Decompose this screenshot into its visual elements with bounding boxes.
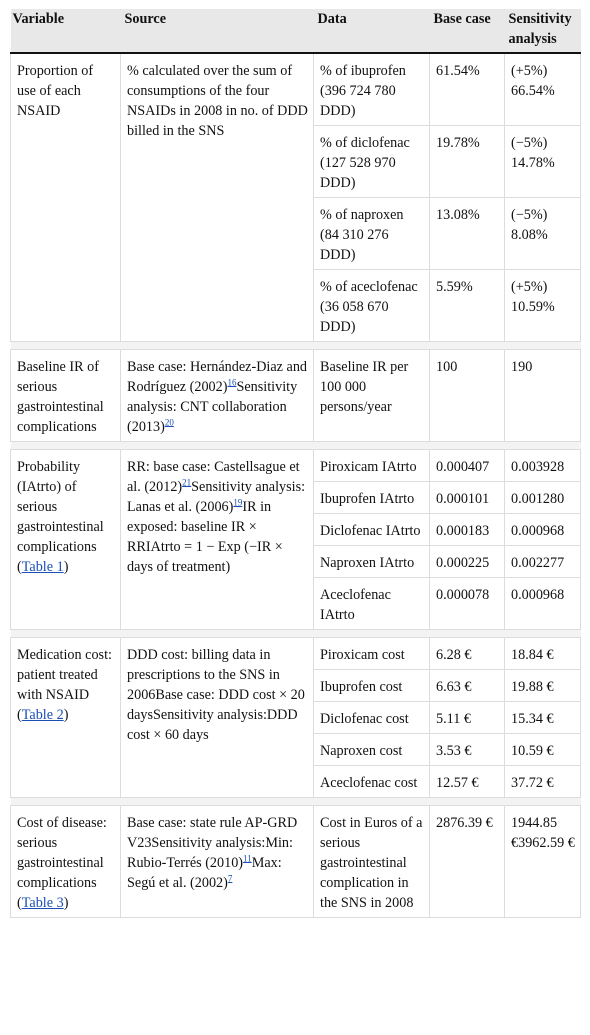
variable-text: ) — [63, 895, 69, 911]
table-1-link[interactable]: Table 1 — [21, 559, 64, 575]
data-cell: Ibuprofen IAtrto — [314, 482, 430, 514]
base-cell: 0.000183 — [430, 514, 505, 546]
variable-cell — [11, 450, 121, 630]
source-text: Base case: state rule AP-GRD V23Sensitivity analysis:Min: Rubio-Terrés (2010) — [127, 815, 298, 871]
source-cell: DDD cost: billing data in prescriptions to the SNS in 2006Base case: DDD cost × 20 daysSensitivity analysis:DDD cost × 60 days — [121, 638, 314, 798]
source-cell — [121, 450, 314, 630]
source-cell — [121, 350, 314, 442]
base-cell: 0.000407 — [430, 450, 505, 482]
header-variable: Variable — [11, 9, 121, 53]
variable-cell: Proportion of use of each NSAID — [11, 53, 121, 342]
data-cell: Piroxicam cost — [314, 638, 430, 670]
base-cell: 6.63 € — [430, 670, 505, 702]
base-cell: 100 — [430, 350, 505, 442]
table-row — [11, 53, 581, 126]
data-cell: Naproxen cost — [314, 734, 430, 766]
base-cell: 61.54% — [430, 53, 505, 126]
data-cell: % of naproxen (84 310 276 DDD) — [314, 198, 430, 270]
group-spacer — [11, 442, 581, 450]
sens-cell: (+5%) 66.54% — [505, 53, 581, 126]
reference-link[interactable]: 19 — [233, 497, 243, 508]
sens-cell: 0.002277 — [505, 546, 581, 578]
sens-cell: (+5%) 10.59% — [505, 270, 581, 342]
sens-cell: 1944.85 €3962.59 € — [505, 806, 581, 918]
table-row — [11, 638, 581, 670]
source-text: IR in exposed: baseline IR × RRIAtrto = 1 − Exp (−IR × days of treatment) — [127, 499, 283, 575]
reference-link[interactable]: 20 — [164, 417, 174, 428]
group-spacer — [11, 630, 581, 638]
source-text: Sensitivity analysis: Lanas et al. (2006) — [127, 479, 306, 515]
table-row — [11, 450, 581, 482]
data-cell: Baseline IR per 100 000 persons/year — [314, 350, 430, 442]
variable-text: Probability (IAtrto) of serious gastrointestinal complications ( — [17, 459, 104, 575]
base-cell: 3.53 € — [430, 734, 505, 766]
base-cell: 19.78% — [430, 126, 505, 198]
sens-cell: (−5%) 14.78% — [505, 126, 581, 198]
base-cell: 6.28 € — [430, 638, 505, 670]
sensitivity-table — [10, 9, 581, 918]
base-cell: 0.000101 — [430, 482, 505, 514]
data-cell: % of ibuprofen (396 724 780 DDD) — [314, 53, 430, 126]
variable-cell — [11, 806, 121, 918]
sens-cell: 10.59 € — [505, 734, 581, 766]
data-cell: Aceclofenac cost — [314, 766, 430, 798]
sens-cell: 0.000968 — [505, 514, 581, 546]
reference-link[interactable]: 21 — [182, 477, 192, 488]
base-cell: 13.08% — [430, 198, 505, 270]
sens-cell: 18.84 € — [505, 638, 581, 670]
table-2-link[interactable]: Table 2 — [21, 707, 64, 723]
reference-link[interactable]: 7 — [227, 873, 233, 884]
sens-cell: 15.34 € — [505, 702, 581, 734]
source-cell: % calculated over the sum of consumptions of the four NSAIDs in 2008 in no. of DDD billed in the SNS — [121, 53, 314, 342]
source-text: RR: base case: Castellsague et al. (2012) — [127, 459, 300, 495]
header-row — [11, 9, 581, 53]
header-source: Source — [121, 9, 314, 53]
table-row — [11, 806, 581, 918]
reference-link[interactable]: 16 — [227, 377, 237, 388]
group-spacer — [11, 798, 581, 806]
data-cell: Naproxen IAtrto — [314, 546, 430, 578]
data-cell: Diclofenac IAtrto — [314, 514, 430, 546]
header-data: Data — [314, 9, 430, 53]
variable-text: Cost of disease: serious gastrointestinal complications ( — [17, 815, 107, 911]
source-cell — [121, 806, 314, 918]
data-cell: Diclofenac cost — [314, 702, 430, 734]
sens-cell: (−5%) 8.08% — [505, 198, 581, 270]
sens-cell: 0.000968 — [505, 578, 581, 630]
base-cell: 12.57 € — [430, 766, 505, 798]
header-base-case: Base case — [430, 9, 505, 53]
sens-cell: 0.001280 — [505, 482, 581, 514]
variable-text: ) — [63, 559, 69, 575]
base-cell: 2876.39 € — [430, 806, 505, 918]
variable-text: ) — [63, 707, 69, 723]
data-cell: Aceclofenac IAtrto — [314, 578, 430, 630]
base-cell: 0.000225 — [430, 546, 505, 578]
table-3-link[interactable]: Table 3 — [21, 895, 64, 911]
sens-cell: 19.88 € — [505, 670, 581, 702]
source-text: Base case: Hernández-Diaz and Rodríguez (2002) — [127, 359, 308, 395]
data-cell: % of diclofenac (127 528 970 DDD) — [314, 126, 430, 198]
reference-link[interactable]: 11 — [243, 853, 252, 864]
sens-cell: 37.72 € — [505, 766, 581, 798]
base-cell: 0.000078 — [430, 578, 505, 630]
group-spacer — [11, 342, 581, 350]
source-text: Max: Segú et al. (2002) — [127, 855, 282, 891]
header-sensitivity: Sensitivity analysis — [505, 9, 581, 53]
sens-cell: 0.003928 — [505, 450, 581, 482]
base-cell: 5.11 € — [430, 702, 505, 734]
variable-cell: Baseline IR of serious gastrointestinal complications — [11, 350, 121, 442]
sens-cell: 190 — [505, 350, 581, 442]
data-cell: Piroxicam IAtrto — [314, 450, 430, 482]
variable-cell — [11, 638, 121, 798]
source-text: Sensitivity analysis: CNT collaboration (2013) — [127, 379, 298, 435]
data-cell: Cost in Euros of a serious gastrointestinal complication in the SNS in 2008 — [314, 806, 430, 918]
base-cell: 5.59% — [430, 270, 505, 342]
data-cell: Ibuprofen cost — [314, 670, 430, 702]
data-cell: % of aceclofenac (36 058 670 DDD) — [314, 270, 430, 342]
table-row — [11, 350, 581, 442]
variable-text: Medication cost: patient treated with NSAID ( — [17, 647, 112, 723]
